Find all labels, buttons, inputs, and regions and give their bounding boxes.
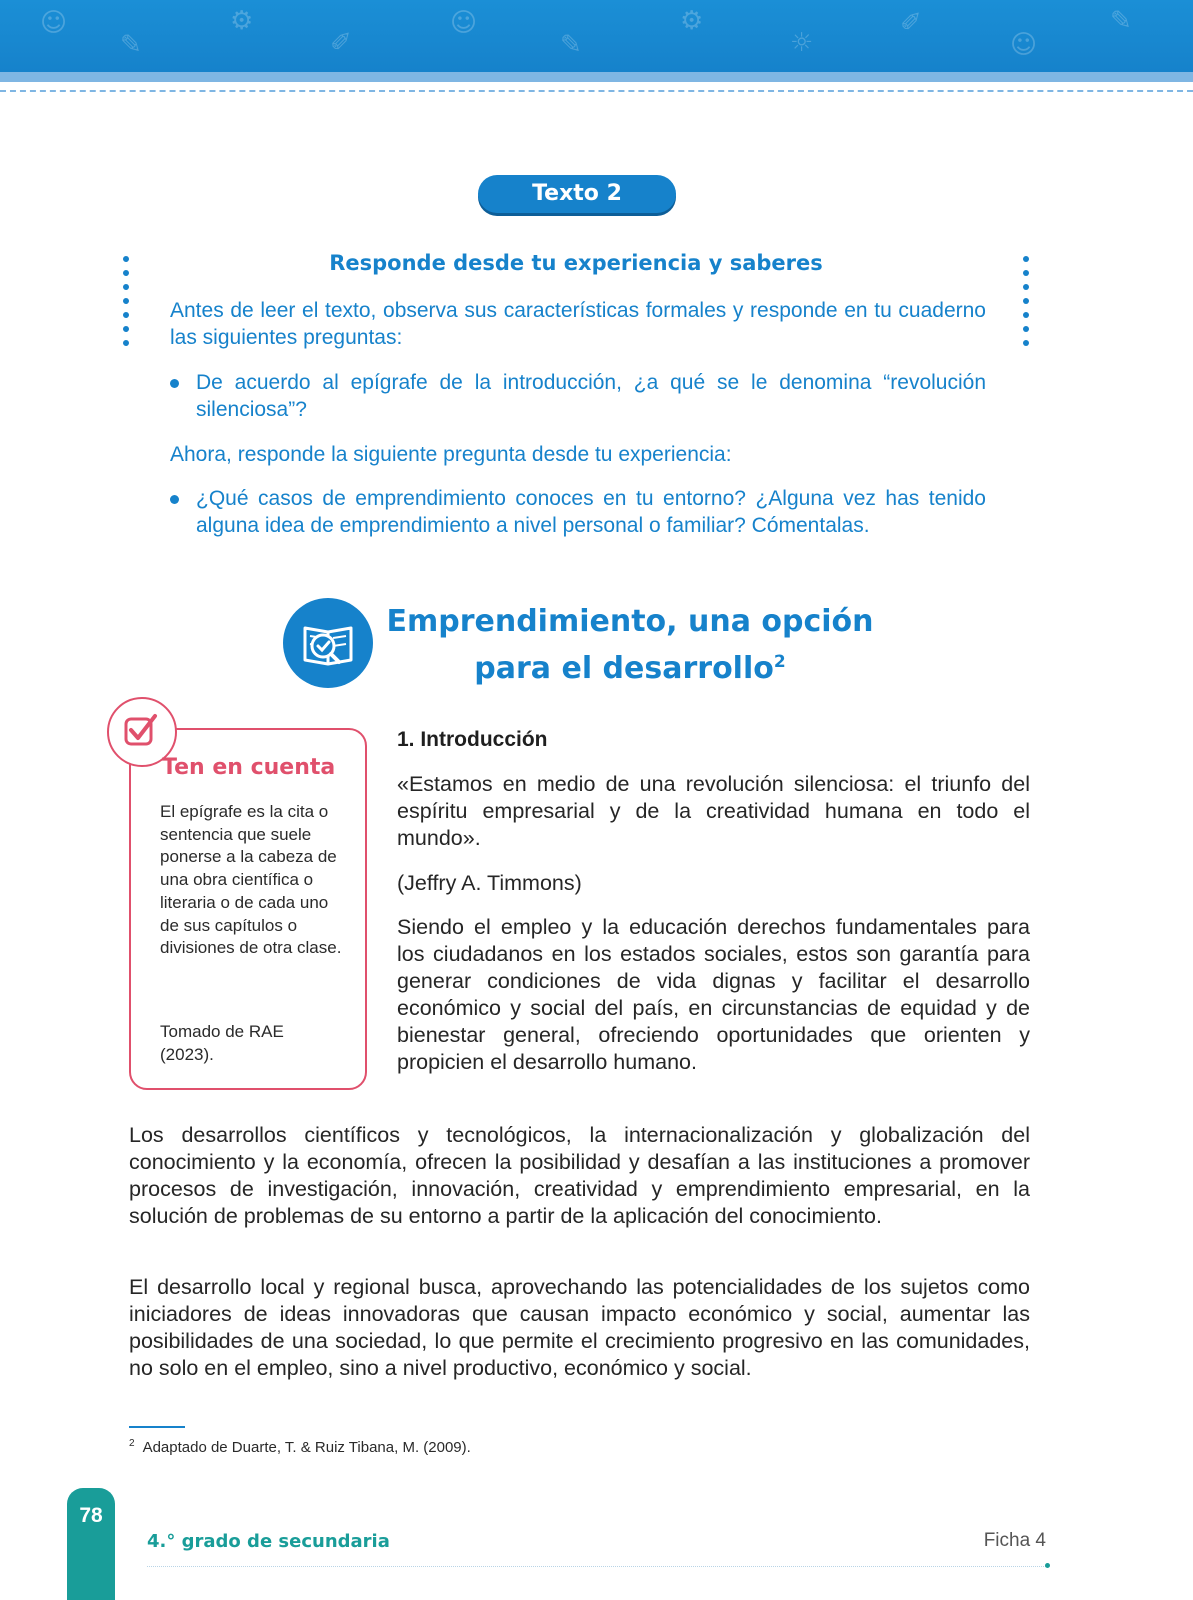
note-source: Tomado de RAE (2023). xyxy=(160,1022,284,1064)
header-strip xyxy=(0,72,1193,82)
note-body: El epígrafe es la cita o sentencia que suele ponerse a la cabeza de una obra científica o literaria o de cada uno de sus capítulos o divisiones de otra clase. xyxy=(160,802,342,958)
grade-label: 4.° grado de secundaria xyxy=(147,1531,390,1552)
section-title: Responde desde tu experiencia y saberes xyxy=(329,251,823,275)
doodle-icon: ✎ xyxy=(120,30,142,60)
doodle-icon: ✎ xyxy=(560,30,582,60)
text-badge: Texto 2 xyxy=(478,175,676,213)
paragraph-1: Siendo el empleo y la educación derechos fundamentales para los ciudadanos en los estados sociales, estos son garantía para generar condiciones de vida dignas y facilitar el desarrollo económico y social del país, en circunstancias de equidad y de bienestar general, ofreciendo oportunidades que orienten y propicien el desarrollo humano. xyxy=(397,915,1030,1074)
section-heading: 1. Introducción xyxy=(397,728,548,751)
footnote-divider xyxy=(129,1426,185,1428)
article-title-line-1: Emprendimiento, una opción xyxy=(386,604,874,639)
doodle-icon: ☺ xyxy=(450,8,478,38)
footer-dot-icon xyxy=(1045,1563,1050,1568)
instruction-text: Antes de leer el texto, observa sus características formales y responde en tu cuaderno las siguientes preguntas: xyxy=(170,299,986,349)
footnote-reference: 2 xyxy=(773,652,786,672)
question-text: De acuerdo al epígrafe de la introducción, ¿a qué se le denomina “revolución silenciosa”? xyxy=(196,371,986,421)
article-title xyxy=(380,601,880,689)
paragraph-2: Los desarrollos científicos y tecnológicos, la internacionalización y globalización del conocimiento y la economía, ofrecen la posibilidad y desafían a las instituciones a promover procesos de investigación, innovación, creatividad y emprendimiento empresarial, en la solución de problemas de su entorno a partir de la aplicación del conocimiento. xyxy=(129,1123,1030,1228)
left-dotted-border xyxy=(123,256,131,346)
page-number: 78 xyxy=(67,1488,115,1600)
question-bullet xyxy=(170,369,986,423)
doodle-icon: ⚙ xyxy=(680,6,704,36)
doodle-icon: ✐ xyxy=(330,28,352,58)
footnote-text: Adaptado de Duarte, T. & Ruiz Tibana, M. (2009). xyxy=(142,1439,471,1456)
footnote-mark: 2 xyxy=(129,1438,135,1449)
bullet-dot-icon xyxy=(170,379,179,388)
right-dotted-border xyxy=(1023,256,1031,346)
doodle-icon: ⚙ xyxy=(230,6,254,36)
doodle-icon: ✎ xyxy=(1110,6,1132,36)
epigraph-author: (Jeffry A. Timmons) xyxy=(397,871,582,895)
paragraph-3: El desarrollo local y regional busca, aprovechando las potencialidades de los sujetos como iniciadores de ideas innovadoras que causan impacto económico y social, aumentar las posibilidades de una sociedad, lo que permite el crecimiento progresivo en las comunidades, no solo en el empleo, sino a nivel productivo, económico y social. xyxy=(129,1275,1030,1380)
doodle-icon: ✐ xyxy=(900,8,922,38)
instruction-text-2: Ahora, responde la siguiente pregunta desde tu experiencia: xyxy=(170,443,732,466)
footer-divider xyxy=(147,1566,1046,1567)
doodle-icon: ☺ xyxy=(1010,30,1038,60)
note-title: Ten en cuenta xyxy=(162,755,336,780)
header-divider xyxy=(0,90,1193,92)
epigraph: «Estamos en medio de una revolución silenciosa: el triunfo del espíritu empresarial y de la creatividad humana en todo el mundo». xyxy=(397,772,1030,850)
reading-book-icon xyxy=(283,598,373,688)
header-banner xyxy=(0,0,1193,72)
bullet-dot-icon xyxy=(170,495,179,504)
footnote xyxy=(129,1438,471,1456)
doodle-icon: ☺ xyxy=(40,8,68,38)
question-text: ¿Qué casos de emprendimiento conoces en tu entorno? ¿Alguna vez has tenido alguna idea de emprendimiento a nivel personal o familiar? Cómentalas. xyxy=(196,487,986,537)
doodle-icon: ☼ xyxy=(790,28,814,58)
sheet-label: Ficha 4 xyxy=(983,1530,1046,1551)
article-title-line-2: para el desarrollo xyxy=(474,651,774,686)
question-bullet xyxy=(170,485,986,539)
